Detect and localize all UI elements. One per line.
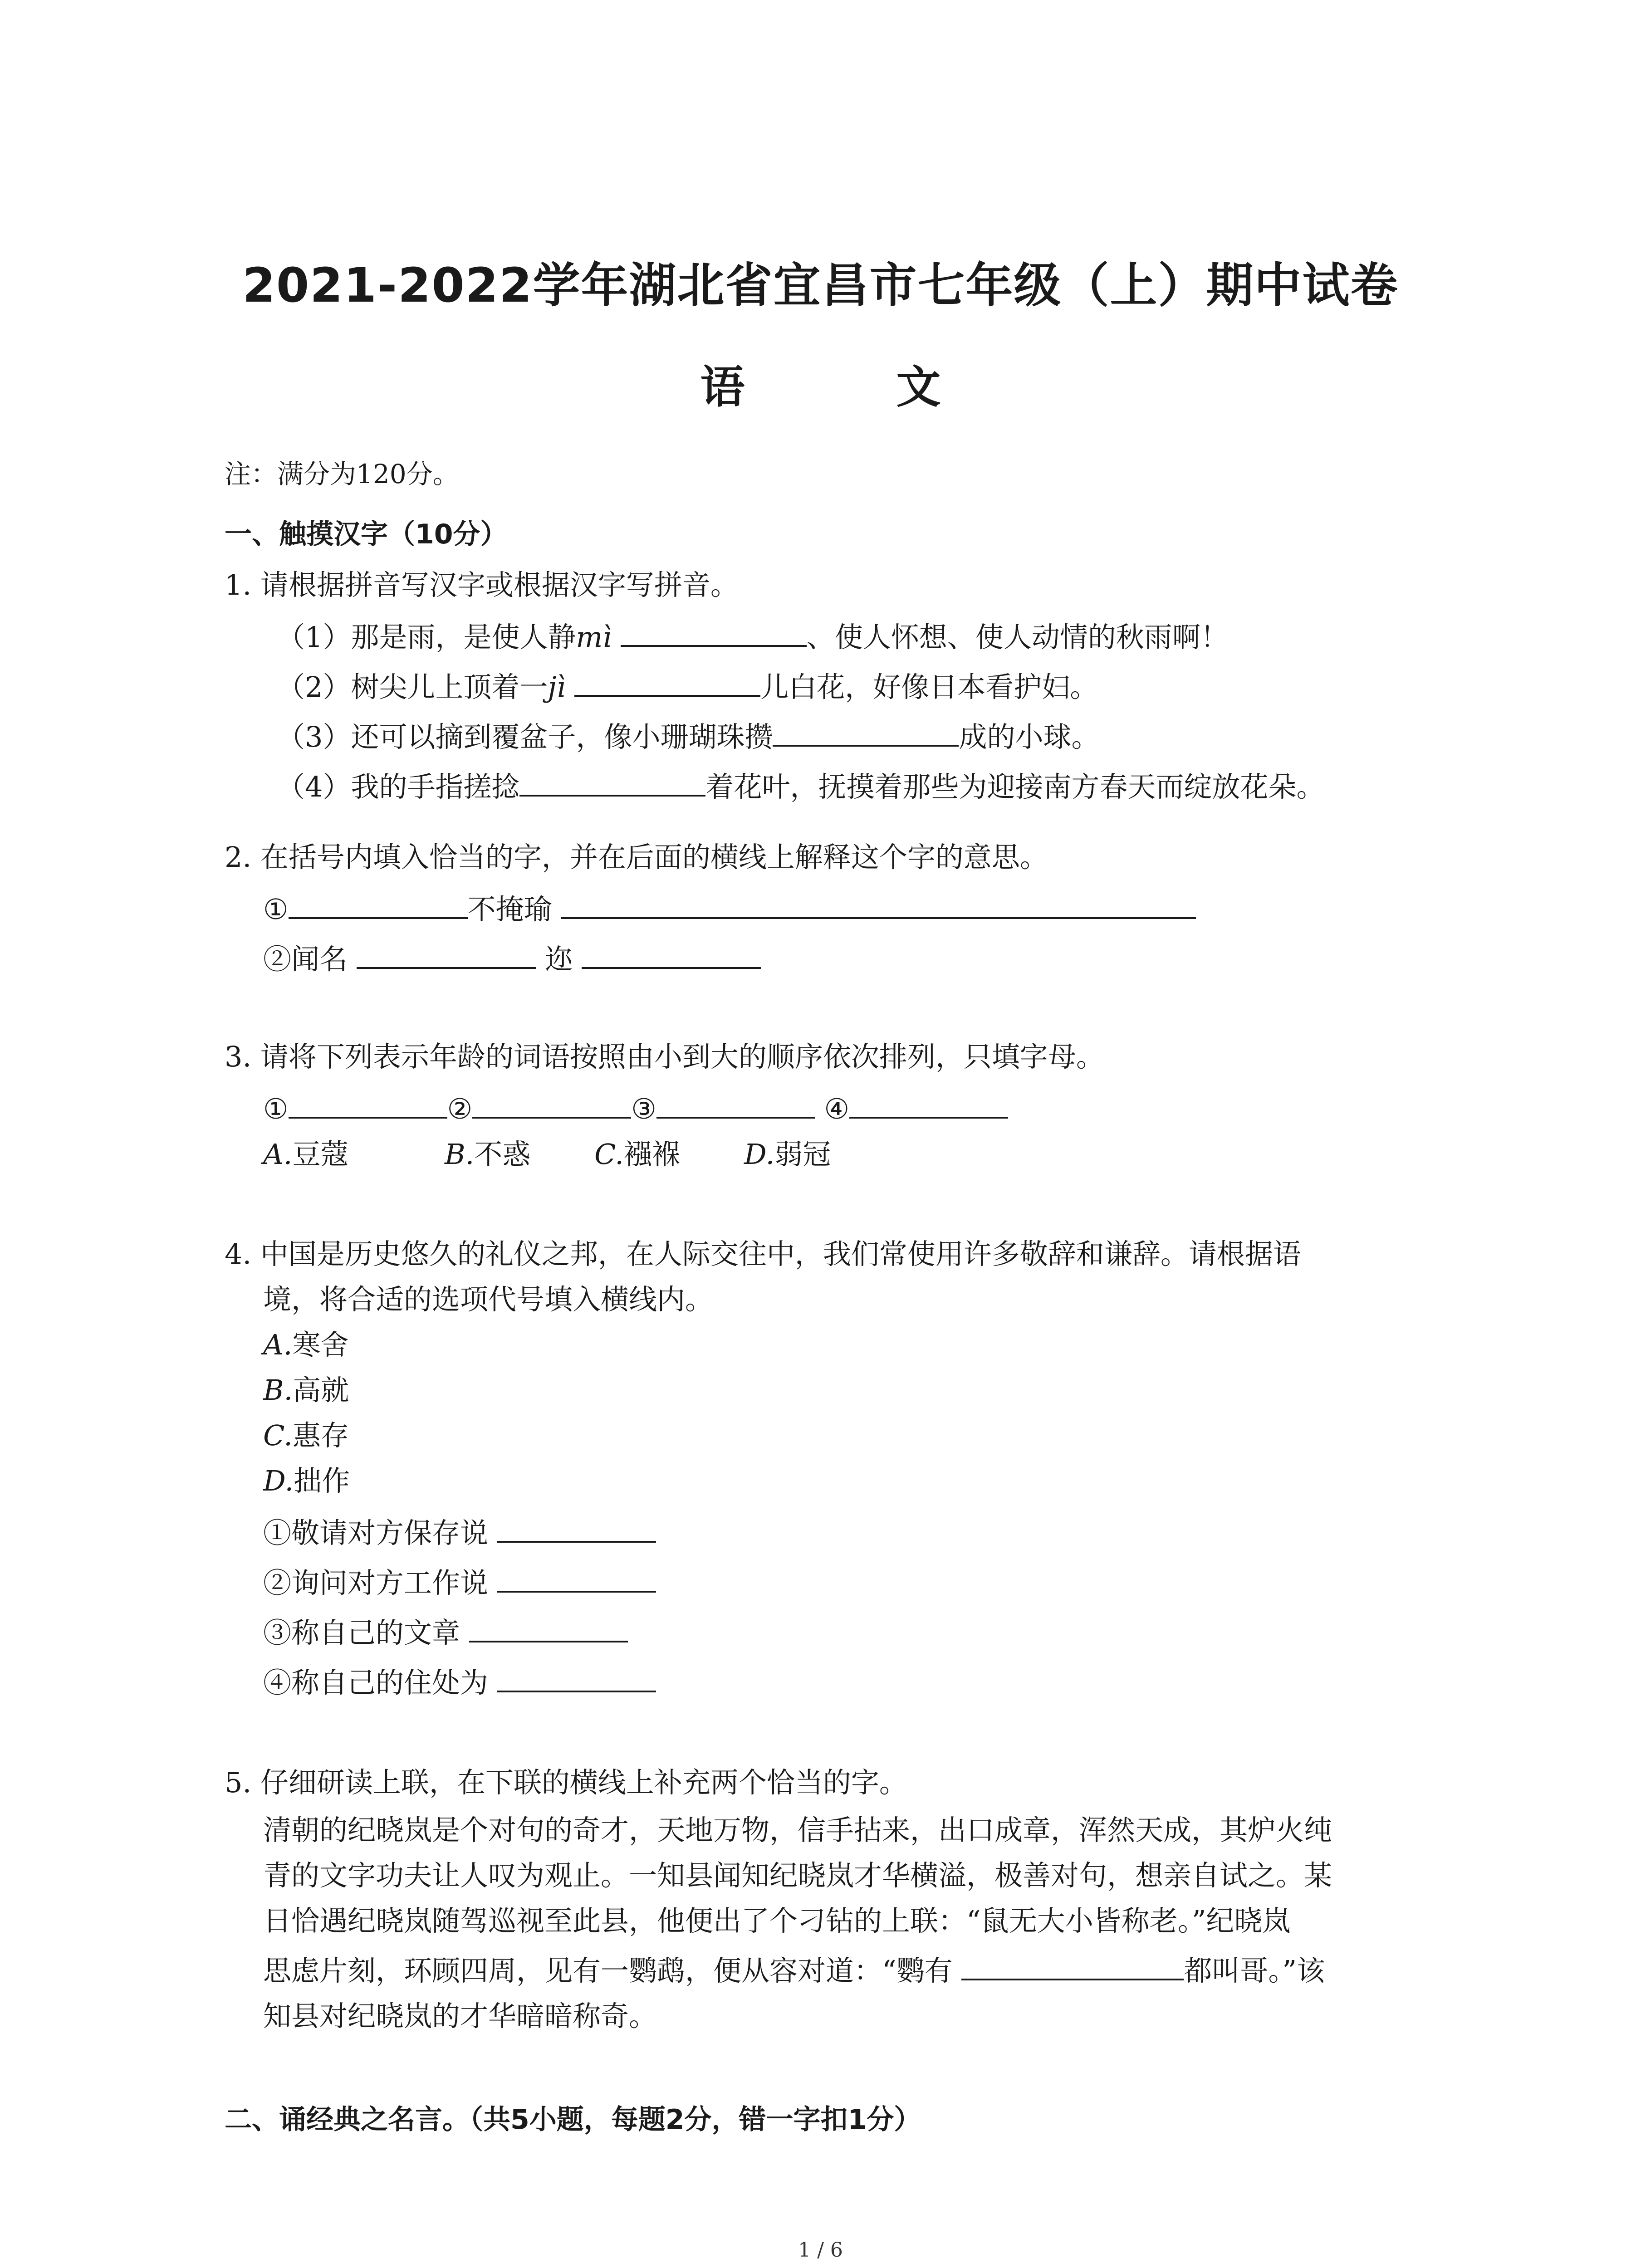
exam-subject: 语 文 xyxy=(700,362,1009,413)
q5-text: 都叫哥。”该 xyxy=(1184,1954,1325,1987)
q5-passage-line: 日恰遇纪晓岚随驾巡视至此县，他便出了个刁钻的上联：“鼠无大小皆称老。”纪晓岚 xyxy=(263,1904,1291,1937)
q1-item-after: 、使人怀想、使人动情的秋雨啊！ xyxy=(806,621,1229,654)
q1-item-before: 我的手指搓捻 xyxy=(351,770,520,803)
q5-passage-line: 清朝的纪晓岚是个对句的奇才，天地万物，信手拈来，出口成章，浑然天成，其炉火纯 xyxy=(263,1813,1332,1847)
q1-item-num: （2） xyxy=(277,670,351,704)
q2-item-2 xyxy=(263,939,761,978)
q1-pinyin: mì xyxy=(576,621,612,654)
q1-item-after: 成的小球。 xyxy=(959,720,1100,753)
page-number: 1 / 6 xyxy=(798,2239,843,2262)
option-letter: C. xyxy=(594,1138,624,1171)
q5-stem: 5. 仔细研读上联，在下联的横线上补充两个恰当的字。 xyxy=(225,1766,907,1799)
option-letter: B. xyxy=(445,1138,475,1171)
prompt-text: ③称自己的文章 xyxy=(263,1616,460,1649)
q5-passage-line: 青的文字功夫让人叹为观止。一知县闻知纪晓岚才华横溢，极善对句，想亲自试之。某 xyxy=(263,1859,1332,1892)
prompt-text: ②询问对方工作说 xyxy=(263,1566,489,1599)
q4-stem-line1: 4. 中国是历史悠久的礼仪之邦，在人际交往中，我们常使用许多敬辞和谦辞。请根据语 xyxy=(225,1237,1301,1271)
option-text: 寒舍 xyxy=(292,1328,349,1361)
q2-text: 不掩瑜 xyxy=(467,893,552,926)
blank-label: ① xyxy=(263,1092,289,1125)
option-text: 惠存 xyxy=(292,1419,349,1452)
answer-blank[interactable] xyxy=(656,1089,815,1119)
q3-blanks xyxy=(263,1089,1008,1127)
q1-item-1 xyxy=(277,617,1229,655)
q1-item-after: 着花叶，抚摸着那些为迎接南方春天而绽放花朵。 xyxy=(705,770,1325,803)
option-letter: A. xyxy=(263,1328,293,1361)
q2-item-1 xyxy=(263,889,1196,928)
q4-prompt-1 xyxy=(263,1513,656,1551)
section1-heading: 一、触摸汉字（10分） xyxy=(225,518,508,550)
q1-item-num: （3） xyxy=(277,720,351,753)
q1-item-2 xyxy=(277,667,1098,705)
q1-item-before: 还可以摘到覆盆子，像小珊瑚珠攒 xyxy=(351,720,773,753)
q4-option-b xyxy=(263,1372,349,1408)
answer-blank[interactable] xyxy=(289,889,468,919)
option-text: 不惑 xyxy=(474,1138,531,1171)
q3-option-c xyxy=(594,1136,680,1173)
q5-passage-line: 知县对纪晓岚的才华暗暗称奇。 xyxy=(263,1999,657,2033)
q3-option-d xyxy=(744,1136,831,1173)
answer-blank[interactable] xyxy=(497,1563,656,1593)
q4-option-c xyxy=(263,1418,349,1454)
blank-label: ④ xyxy=(824,1092,850,1125)
option-letter: D. xyxy=(744,1138,775,1171)
q1-stem: 1. 请根据拼音写汉字或根据汉字写拼音。 xyxy=(225,568,739,601)
q4-option-d xyxy=(263,1463,350,1499)
q1-item-before: 树尖儿上顶着一 xyxy=(351,670,548,704)
prompt-text: ①敬请对方保存说 xyxy=(263,1516,489,1549)
answer-blank[interactable] xyxy=(472,1089,631,1119)
answer-blank[interactable] xyxy=(574,667,760,697)
answer-blank[interactable] xyxy=(773,717,959,747)
answer-blank[interactable] xyxy=(519,767,705,797)
option-text: 弱冠 xyxy=(774,1138,831,1171)
option-letter: D. xyxy=(263,1464,294,1497)
answer-blank[interactable] xyxy=(469,1613,628,1642)
q2-num: ②闻名 xyxy=(263,943,348,976)
q5-passage-line-blank xyxy=(263,1950,1325,1989)
explanation-blank[interactable] xyxy=(582,939,761,969)
score-note: 注：满分为120分。 xyxy=(225,459,459,489)
q4-prompt-3 xyxy=(263,1613,628,1651)
answer-blank[interactable] xyxy=(497,1513,656,1543)
q3-stem: 3. 请将下列表示年龄的词语按照由小到大的顺序依次排列，只填字母。 xyxy=(225,1040,1104,1073)
q1-item-num: （4） xyxy=(277,770,351,803)
q2-stem: 2. 在括号内填入恰当的字，并在后面的横线上解释这个字的意思。 xyxy=(225,841,1048,874)
answer-blank[interactable] xyxy=(621,617,807,647)
option-letter: A. xyxy=(263,1138,293,1171)
option-letter: B. xyxy=(263,1374,293,1407)
blank-label: ③ xyxy=(631,1092,656,1125)
section2-heading: 二、诵经典之名言。（共5小题，每题2分，错一字扣1分） xyxy=(225,2104,921,2136)
q4-prompt-2 xyxy=(263,1563,656,1601)
option-text: 豆蔻 xyxy=(292,1138,349,1171)
q1-item-before: 那是雨，是使人静 xyxy=(351,621,576,654)
q1-pinyin: jì xyxy=(548,670,566,704)
q5-text: 思虑片刻，环顾四周，见有一鹦鹉，便从容对道：“鹦有 xyxy=(263,1954,953,1987)
answer-blank[interactable] xyxy=(849,1089,1008,1119)
q2-num: ① xyxy=(263,893,289,926)
q2-text: 迩 xyxy=(544,943,573,976)
q3-option-a xyxy=(263,1136,349,1173)
explanation-blank[interactable] xyxy=(561,889,1196,919)
blank-label: ② xyxy=(447,1092,473,1125)
option-text: 拙作 xyxy=(294,1464,350,1497)
q1-item-4 xyxy=(277,767,1324,805)
exam-title: 2021-2022学年湖北省宜昌市七年级（上）期中试卷 xyxy=(242,258,1399,313)
q1-item-3 xyxy=(277,717,1099,755)
answer-blank[interactable] xyxy=(289,1089,447,1119)
q4-prompt-4 xyxy=(263,1662,656,1701)
q1-item-num: （1） xyxy=(277,621,351,654)
q3-option-b xyxy=(445,1136,530,1173)
answer-blank[interactable] xyxy=(961,1950,1184,1980)
option-text: 襁褓 xyxy=(623,1138,680,1171)
option-letter: C. xyxy=(263,1419,293,1452)
q4-option-a xyxy=(263,1327,349,1363)
answer-blank[interactable] xyxy=(357,939,536,969)
q4-stem-line2: 境，将合适的选项代号填入横线内。 xyxy=(263,1283,714,1316)
answer-blank[interactable] xyxy=(497,1662,656,1692)
option-text: 高就 xyxy=(293,1374,349,1407)
prompt-text: ④称自己的住处为 xyxy=(263,1666,489,1699)
q1-item-after: 儿白花，好像日本看护妇。 xyxy=(760,670,1098,704)
